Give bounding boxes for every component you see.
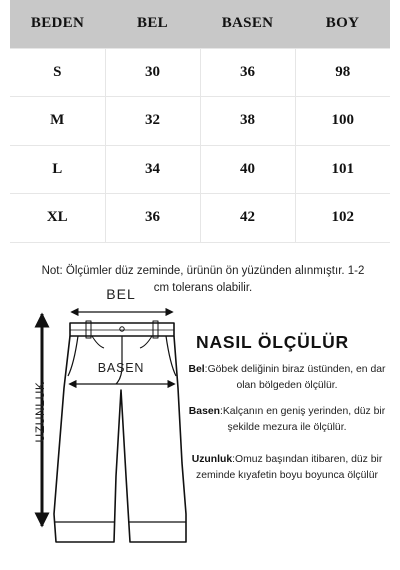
header-basen: BASEN [200, 0, 295, 48]
cell-boy: 98 [295, 48, 390, 97]
cell-boy: 100 [295, 97, 390, 146]
bel-label: BEL [106, 286, 136, 302]
basen-label: BASEN [97, 361, 145, 375]
cell-size: M [10, 97, 105, 146]
cell-basen: 42 [200, 194, 295, 243]
how-to-sep: : [204, 364, 208, 375]
how-to-sep: : [219, 406, 223, 417]
header-boy: BOY [295, 0, 390, 48]
cell-basen: 36 [200, 48, 295, 97]
cell-bel: 30 [105, 48, 200, 97]
header-bel: BEL [105, 0, 200, 48]
table-row [10, 97, 390, 146]
cell-boy: 102 [295, 194, 390, 243]
how-to-key: Uzunluk [191, 454, 233, 465]
cell-bel: 36 [105, 194, 200, 243]
cell-size: L [10, 145, 105, 194]
cell-size: S [10, 48, 105, 97]
how-to-bel [184, 362, 390, 394]
measurement-note: Not: Ölçümler düz zeminde, ürünün ön yüzünden alınmıştır. 1-2 cm tolerans olabilir. [41, 265, 365, 294]
cell-basen: 40 [200, 145, 295, 194]
cell-boy: 101 [295, 145, 390, 194]
how-to-title: NASIL ÖLÇÜLÜR [196, 332, 349, 352]
how-to-text: Göbek deliğinin biraz üstünden, en dar olan bölgeden ölçülür. [207, 364, 386, 391]
table-row [10, 145, 390, 194]
measurement-diagram [0, 278, 400, 570]
length-label: UZUNLUK [33, 381, 47, 443]
how-to-uzunluk [184, 452, 390, 484]
how-to-key: Bel [188, 364, 205, 375]
cell-basen: 38 [200, 97, 295, 146]
header-beden: BEDEN [10, 0, 105, 48]
size-table [10, 0, 390, 243]
cell-size: XL [10, 194, 105, 243]
how-to-text: Omuz başından itibaren, düz bir zeminde kıyafetin boyu boyunca ölçülür [196, 454, 383, 481]
table-row [10, 194, 390, 243]
how-to-text: Kalçanın en geniş yerinden, düz bir şekilde mezura ile ölçülür. [222, 406, 386, 433]
how-to-key: Basen [188, 406, 220, 417]
how-to-sep: : [232, 454, 235, 465]
table-header-row [10, 0, 390, 48]
cell-bel: 34 [105, 145, 200, 194]
how-to-basen [184, 404, 390, 436]
table-row [10, 48, 390, 97]
cell-bel: 32 [105, 97, 200, 146]
